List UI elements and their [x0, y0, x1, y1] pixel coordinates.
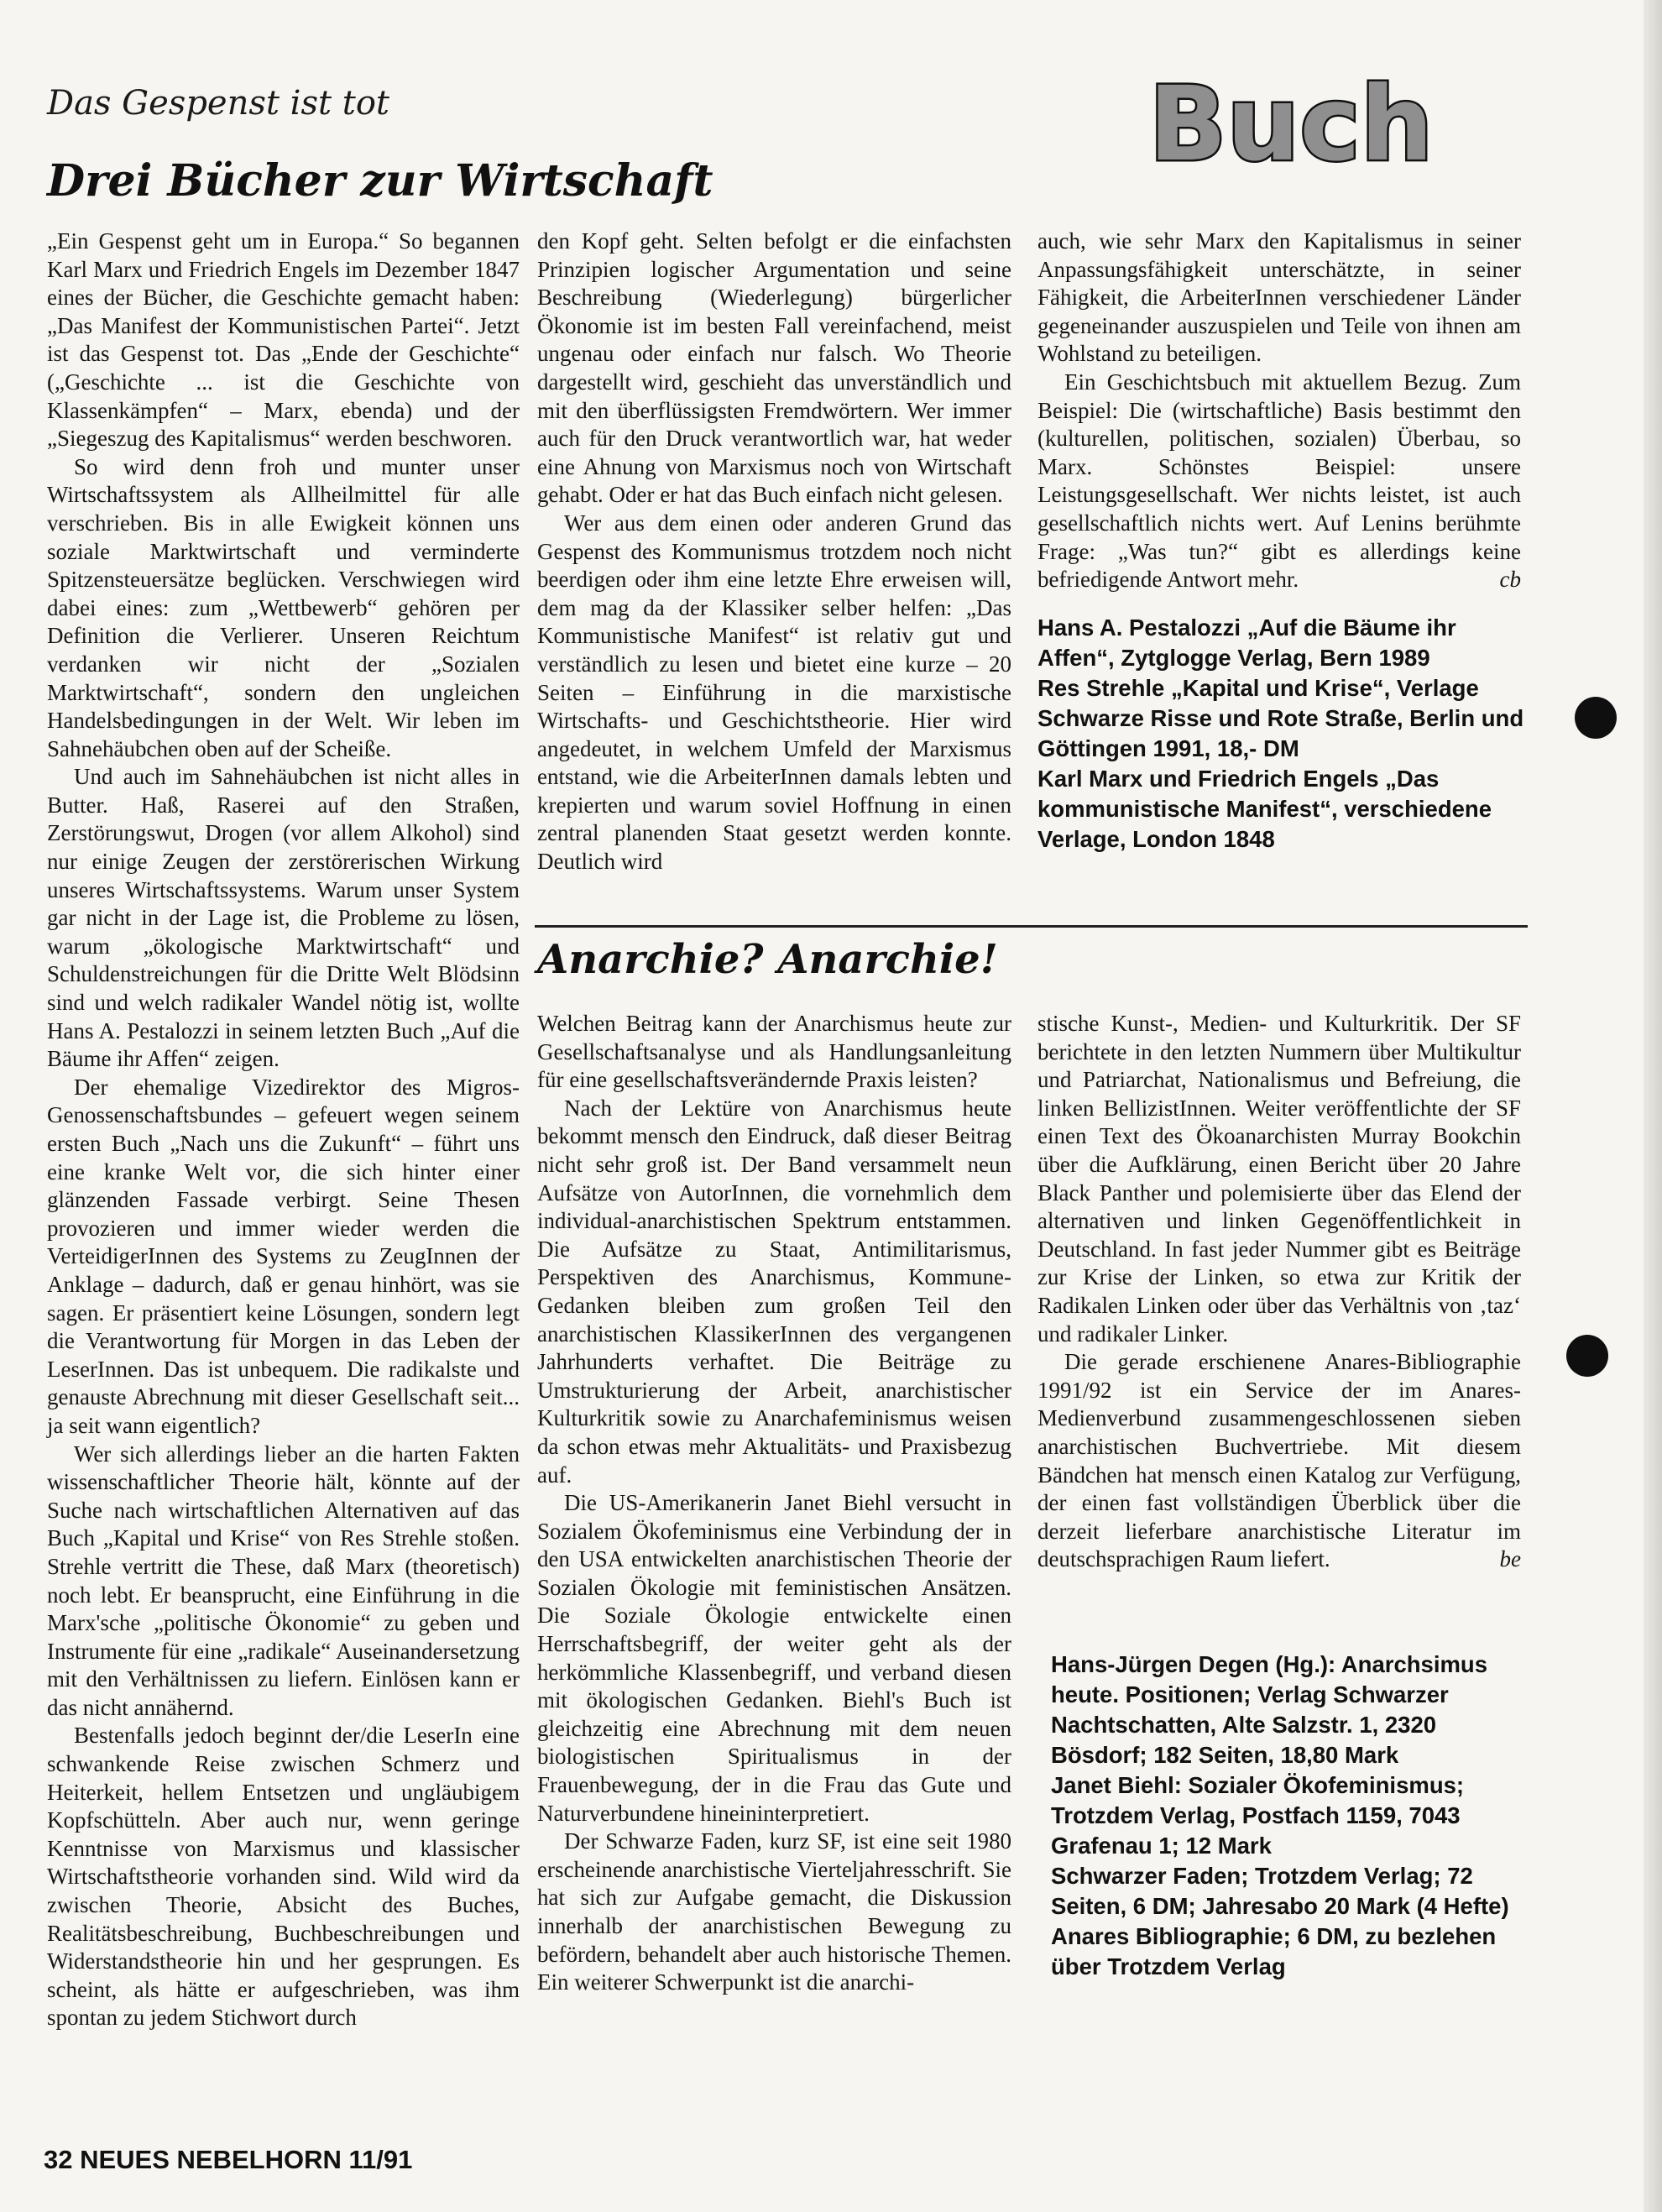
bullet-marker — [1566, 1335, 1608, 1377]
paragraph — [1037, 369, 1521, 594]
article-headline: Drei Bücher zur Wirtschaft — [47, 155, 713, 207]
paragraph: Der ehemalige Vizedirektor des Migros-Genossenschaftsbundes – gefeuert wegen seinem ersten Buch „Nach uns die Zukunft“ – führt uns eine kranke Welt vor, die sich hinter einer glänzenden Fassade verbirgt. Seine Thesen provozieren und immer wieder werden die VerteidigerInnen des Systems zu ZeugInnen der Anklage – dadurch, daß er genau hinhört, was sie sagen. Er präsentiert keine Lösungen, sondern legt die Verantwortung für Morgen in das Leben der LeserInnen. Das ist unbequem. Die radikalste und genauste Abrechnung mit dieser Gesellschaft seit... ja seit wann eigentlich? — [47, 1074, 520, 1438]
bibliography-entry: Anares Bibliographie; 6 DM, zu bezlehen über Trotzdem Verlag — [1051, 1923, 1497, 1979]
paragraph: Der Schwarze Faden, kurz SF, ist eine seit 1980 erscheinende anarchistische Vierteljahresschrift. Sie hat sich zur Aufgabe gemacht, die Diskussion innerhalb der anarchistischen Bewegung zu befördern, behandelt aber auch historische Themen. Ein weiterer Schwerpunkt ist die anarchi- — [537, 1828, 1011, 1995]
article1-bibliography — [1037, 613, 1533, 855]
paragraph: stische Kunst-, Medien- und Kulturkritik. Der SF berichtete in den letzten Nummern über Multikultur und Patriarchat, Nationalismus und Befreiung, die linken BellizistInnen. Weiter veröffentlichte der SF einen Text des Ökoanarchisten Murray Bookchin über die Aufklärung, einen Bericht über 20 Jahre Black Panther und polemisierte über das Elend der alternativen und linken Gegenöffentlichkeit in Deutschland. In fast jeder Nummer gibt es Beiträge zur Krise der Linken, so etwa zur Kritik der Radikalen Linken oder über das Verhältnis von ‚taz‘ und radikaler Linker. — [1037, 1011, 1521, 1347]
article1-column-3 — [1037, 227, 1521, 594]
paragraph: „Ein Gespenst geht um in Europa.“ So begannen Karl Marx und Friedrich Engels im Dezember 1847 eines der Bücher, die Geschichte gemacht haben: „Das Manifest der Kommunistischen Partei“. Jetzt ist das Gespenst tot. Das „Ende der Geschichte“ („Geschichte ... ist die Geschichte von Klassenkämpfen“ – Marx, ebenda) und der „Siegeszug des Kapitalismus“ werden beschworen. — [47, 228, 520, 452]
paragraph-text: Ein Geschichtsbuch mit aktuellem Bezug. Zum Beispiel: Die (wirtschaftliche) Basis bestimmt den (kulturellen, politischen, sozialen) Überbau, so Marx. Schönstes Beispiel: unsere Leistungsgesellschaft. Wer nichts leistet, ist auch gesellschaftlich nichts wert. Auf Lenins berühmte Frage: „Was tun?“ gibt es allerdings keine befriedigende Antwort mehr. — [1037, 369, 1521, 593]
paragraph: den Kopf geht. Selten befolgt er die einfachsten Prinzipien logischer Argumentation und seine Beschreibung (Wiederlegung) bürgerlicher Ökonomie ist im besten Fall vereinfachend, meist ungenau oder einfach nur falsch. Wo Theorie dargestellt wird, geschieht das unverständlich und mit den überflüssigsten Fremdwörtern. Wer immer auch für den Druck verantwortlich war, hat weder eine Ahnung von Marxismus noch von Wirtschaft gehabt. Oder er hat das Buch einfach nicht gelesen. — [537, 228, 1011, 508]
paragraph: Die US-Amerikanerin Janet Biehl versucht in Sozialem Ökofeminismus eine Verbindung der in den USA entwickelten anarchistischen Theorie der Sozialen Ökologie mit feministischen Ansätzen. Die Soziale Ökologie entwickelte einen Herrschaftsbegriff, der weiter geht als der herkömmliche Klassenbegriff, und verband diesen mit ökologischen Gedanken. Biehl's Buch ist gleichzeitig eine Abrechnung mit dem neuen biologistischen Spiritualismus in der Frauenbewegung, der in die Frau das Gute und Naturverbundene hineininterpretiert. — [537, 1490, 1011, 1826]
article-kicker: Das Gespenst ist tot — [47, 84, 390, 123]
author-signature: be — [1499, 1546, 1521, 1572]
paragraph: Bestenfalls jedoch beginnt der/die LeserIn eine schwankende Reise zwischen Schmerz und Heiterkeit, hellem Entsetzen und ungläubigem Kopfschütteln. Aber auch nur, wenn geringe Kenntnisse von Marxismus und klassischer Wirtschaftstheorie vorhanden sind. Wild wird da zwischen Theorie, Absicht des Buches, Realitätsbeschreibung, Buchbeschreibungen und Widerstandstheorie hin und her gesprungen. Es scheint, als hätte er aufgeschrieben, was ihm spontan zu jedem Stichwort durch — [47, 1723, 520, 2031]
paragraph: Welchen Beitrag kann der Anarchismus heute zur Gesellschaftsanalyse und als Handlungsanleitung für eine gesellschaftsverändernde Praxis leisten? — [537, 1011, 1011, 1093]
paragraph — [1037, 1348, 1521, 1574]
article2-column-1 — [537, 1010, 1011, 1997]
bibliography-entry: Hans-Jürgen Degen (Hg.): Anarchsimus heute. Positionen; Verlag Schwarzer Nachtschatten, Alte Salzstr. 1, 2320 Bösdorf; 182 Seiten, 18,80 Mark — [1051, 1651, 1488, 1768]
bullet-marker — [1575, 697, 1617, 739]
buch-logo-text: Buch — [1148, 65, 1434, 184]
paragraph: auch, wie sehr Marx den Kapitalismus in seiner Anpassungsfähigkeit unterschätzte, in seiner Fähigkeit, die ArbeiterInnen verschiedener Länder gegeneinander auszuspielen und Teile von ihnen am Wohlstand zu beteiligen. — [1037, 228, 1521, 367]
paragraph: So wird denn froh und munter unser Wirtschaftssystem als Allheilmittel für alle verschrieben. Bis in alle Ewigkeit können uns soziale Marktwirtschaft und verminderte Spitzensteuersätze beglücken. Verschwiegen wird dabei eines: zum „Wettbewerb“ gehören per Definition die Verlierer. Unseren Reichtum verdanken wir nicht der „Sozialen Marktwirtschaft“, sondern den ungleichen Handelsbedingungen in der Welt. Wir leben im Sahnehäubchen oben auf der Scheiße. — [47, 453, 520, 761]
paragraph: Nach der Lektüre von Anarchismus heute bekommt mensch den Eindruck, daß dieser Beitrag nicht sehr groß ist. Der Band versammelt neun Aufsätze von AutorInnen, die vornehmlich dem individual-anarchistischen Spektrum entstammen. Die Aufsätze zu Staat, Antimilitarismus, Perspektiven des Anarchismus, Kommune-Gedanken bleiben zum großen Teil den anarchistischen KlassikerInnen des vergangenen Jahrhunderts verhaftet. Die Beiträge zu Umstrukturierung der Arbeit, anarchistischer Kulturkritik sowie zu Anarchafeminismus weisen da schon etwas mehr Aktualitäts- und Praxisbezug auf. — [537, 1095, 1011, 1488]
article1-column-1 — [47, 227, 520, 2032]
article2-column-2 — [1037, 1010, 1521, 1574]
paragraph: Und auch im Sahnehäubchen ist nicht alles in Butter. Haß, Raserei auf den Straßen, Zerstörungswut, Drogen (vor allem Alkohol) sind nur einige Zeugen der zerstörerischen Wirkung unseres Wirtschaftssystems. Warum unser System gar nicht in der Lage ist, die Probleme zu lösen, warum „ökologische Marktwirtschaft“ und Schuldenstreichungen für die Dritte Welt Blödsinn sind und welch radikaler Wandel nötig ist, wollte Hans A. Pestalozzi in seinem letzten Buch „Auf die Bäume ihr Affen“ zeigen. — [47, 764, 520, 1072]
page-footer: 32 NEUES NEBELHORN 11/91 — [44, 2145, 413, 2174]
bibliography-entry: Res Strehle „Kapital und Krise“, Verlage Schwarze Risse und Rote Straße, Berlin und Göttingen 1991, 18,- DM — [1037, 675, 1524, 761]
paragraph: Wer aus dem einen oder anderen Grund das Gespenst des Kommunismus trotzdem noch nicht beerdigen oder ihm eine letzte Ehre erweisen will, dem mag da der Klassiker selber helfen: „Das Kommunistische Manifest“ ist relativ gut und verständlich zu lesen und bietet eine kurze – 20 Seiten – Einführung in die marxistische Wirtschafts- und Geschichtstheorie. Hier wird angedeutet, in welchem Umfeld der Marxismus entstand, wie die ArbeiterInnen damals lebten und krepierten und warum soviel Hoffnung in einen zentral planenden Staat gesetzt werden konnte. Deutlich wird — [537, 510, 1011, 875]
bibliography-entry: Janet Biehl: Sozialer Ökofeminismus; Trotzdem Verlag, Postfach 1159, 7043 Grafenau 1; 12 Mark — [1051, 1772, 1465, 1859]
article2-bibliography — [1051, 1650, 1534, 1982]
author-signature: cb — [1499, 567, 1521, 593]
paragraph: Wer sich allerdings lieber an die harten Fakten wissenschaftlicher Theorie hält, könnte auf der Suche nach wirtschaftlichen Alternativen auf das Buch „Kapital und Krise“ von Res Strehle stoßen. Strehle vertritt die These, daß Marx (theoretisch) noch lebt. Er beansprucht, eine Einführung in die Marx'sche „politische Ökonomie“ zu geben und Instrumente für eine „radikale“ Auseinandersetzung mit den Verhältnissen zu liefern. Einlösen kann er das nicht annähernd. — [47, 1441, 520, 1720]
article1-column-2 — [537, 227, 1011, 876]
bibliography-entry: Schwarzer Faden; Trotzdem Verlag; 72 Seiten, 6 DM; Jahresabo 20 Mark (4 Hefte) — [1051, 1863, 1509, 1919]
bibliography-entry: Hans A. Pestalozzi „Auf die Bäume ihr Affen“, Zytglogge Verlag, Bern 1989 — [1037, 614, 1456, 671]
paragraph-text: Die gerade erschienene Anares-Bibliographie 1991/92 ist ein Service der im Anares-Medienverbund zusammengeschlossenen sieben anarchistischen Buchvertriebe. Mit diesem Bändchen hat mensch einen Katalog zur Verfügung, der einen fast vollständigen Überblick über die derzeit lieferbare anarchistische Literatur im deutschsprachigen Raum liefert. — [1037, 1349, 1521, 1572]
bibliography-entry: Karl Marx und Friedrich Engels „Das kommunistische Manifest“, verschiedene Verlage, London 1848 — [1037, 766, 1492, 852]
article2-headline: Anarchie? Anarchie! — [537, 936, 998, 983]
section-divider — [535, 925, 1528, 928]
buch-logo — [1148, 60, 1434, 186]
